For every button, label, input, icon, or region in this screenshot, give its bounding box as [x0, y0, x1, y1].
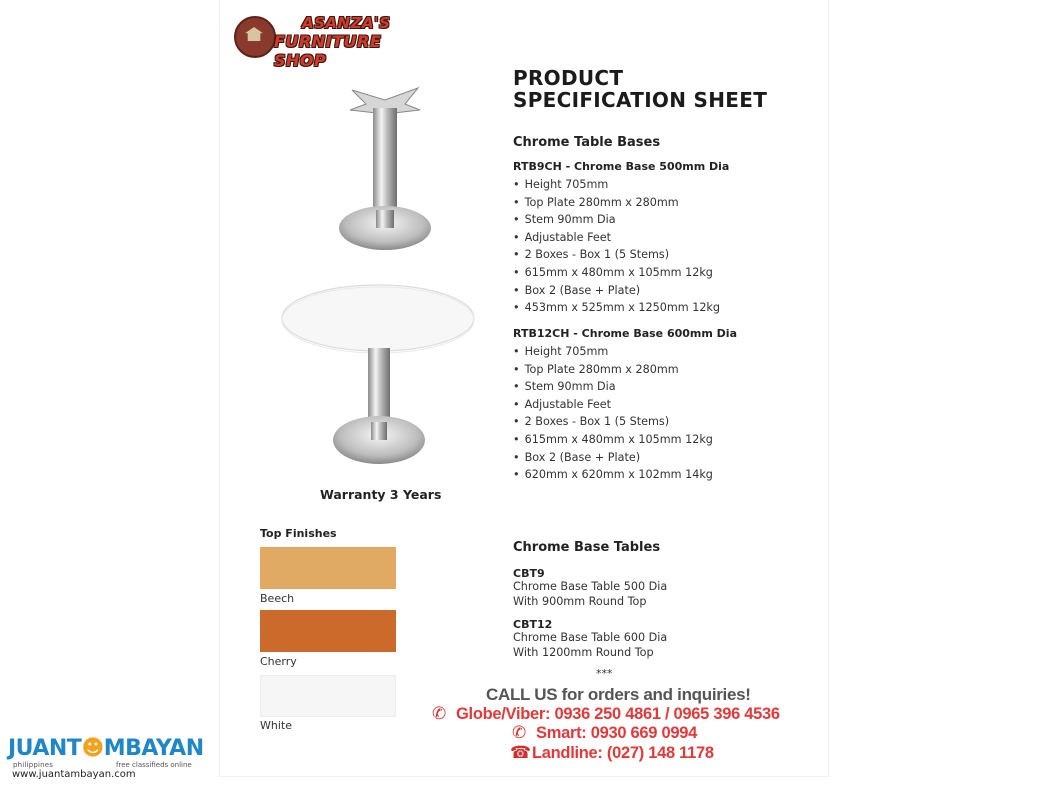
list-item: • 615mm x 480mm x 105mm 12kg	[513, 264, 720, 282]
rtb9-spec-list	[513, 176, 720, 317]
watermark-logo	[8, 736, 204, 761]
logo-line1: ASANZA'S	[302, 14, 391, 32]
list-item: • 2 Boxes - Box 1 (5 Stems)	[513, 413, 713, 431]
cbt12-line2: With 1200mm Round Top	[513, 646, 654, 659]
smiley-o-icon: ☻	[81, 736, 104, 761]
list-item: • 2 Boxes - Box 1 (5 Stems)	[513, 246, 720, 264]
globe-viber-numbers: Globe/Viber: 0936 250 4861 / 0965 396 4536	[456, 705, 780, 723]
round-table-image	[278, 282, 478, 472]
smart-number: Smart: 0930 669 0994	[536, 724, 697, 742]
finishes-heading: Top Finishes	[260, 527, 337, 540]
swatch-beech	[260, 547, 396, 589]
bases-heading: Chrome Table Bases	[513, 135, 661, 150]
swatch-label-cherry: Cherry	[260, 655, 297, 668]
swatch-label-beech: Beech	[260, 592, 295, 605]
phone-icon: ✆	[432, 704, 447, 724]
list-item: • Top Plate 280mm x 280mm	[513, 194, 720, 212]
tables-heading: Chrome Base Tables	[513, 540, 661, 555]
list-item: • Stem 90mm Dia	[513, 211, 720, 229]
list-item: • Box 2 (Base + Plate)	[513, 449, 713, 467]
list-item: • Top Plate 280mm x 280mm	[513, 361, 713, 379]
cbt9-line2: With 900mm Round Top	[513, 595, 647, 608]
watermark-tagline2: free classifieds online	[116, 761, 192, 769]
rtb9-name: RTB9CH - Chrome Base 500mm Dia	[513, 160, 730, 173]
title-line2: SPECIFICATION SHEET	[513, 88, 768, 112]
cbt12-code: CBT12	[513, 618, 553, 631]
logo-line2: FURNITURE SHOP	[274, 32, 382, 70]
shop-logo	[234, 14, 434, 70]
phone-icon: ✆	[512, 723, 527, 743]
list-item: • Height 705mm	[513, 176, 720, 194]
list-item: • 615mm x 480mm x 105mm 12kg	[513, 431, 713, 449]
list-item: • Height 705mm	[513, 343, 713, 361]
rtb12-name: RTB12CH - Chrome Base 600mm Dia	[513, 327, 737, 340]
title-line1: PRODUCT	[513, 66, 624, 90]
watermark-part1: JUANT	[8, 736, 82, 761]
telephone-icon: ☎	[510, 743, 532, 763]
separator-stars: ***	[596, 667, 613, 680]
call-us-text: CALL US for orders and inquiries!	[486, 685, 751, 704]
list-item: • 453mm x 525mm x 1250mm 12kg	[513, 299, 720, 317]
watermark-part2: MBAYAN	[103, 736, 204, 761]
list-item: • Stem 90mm Dia	[513, 378, 713, 396]
warranty-text: Warranty 3 Years	[320, 487, 442, 502]
chrome-base-image	[330, 80, 440, 260]
list-item: • 620mm x 620mm x 102mm 14kg	[513, 466, 713, 484]
list-item: • Adjustable Feet	[513, 396, 713, 414]
cbt9-code: CBT9	[513, 567, 545, 580]
watermark-tagline1: philippines	[13, 761, 54, 769]
rtb12-spec-list	[513, 343, 713, 484]
landline-number: Landline: (027) 148 1178	[532, 744, 714, 762]
cbt9-line1: Chrome Base Table 500 Dia	[513, 580, 668, 593]
list-item: • Box 2 (Base + Plate)	[513, 282, 720, 300]
list-item: • Adjustable Feet	[513, 229, 720, 247]
cbt12-line1: Chrome Base Table 600 Dia	[513, 631, 668, 644]
house-icon	[234, 16, 276, 58]
swatch-label-white: White	[260, 719, 292, 732]
swatch-cherry	[260, 610, 396, 652]
watermark-url: www.juantambayan.com	[12, 769, 136, 780]
page-title	[513, 67, 767, 111]
swatch-white	[260, 675, 396, 717]
